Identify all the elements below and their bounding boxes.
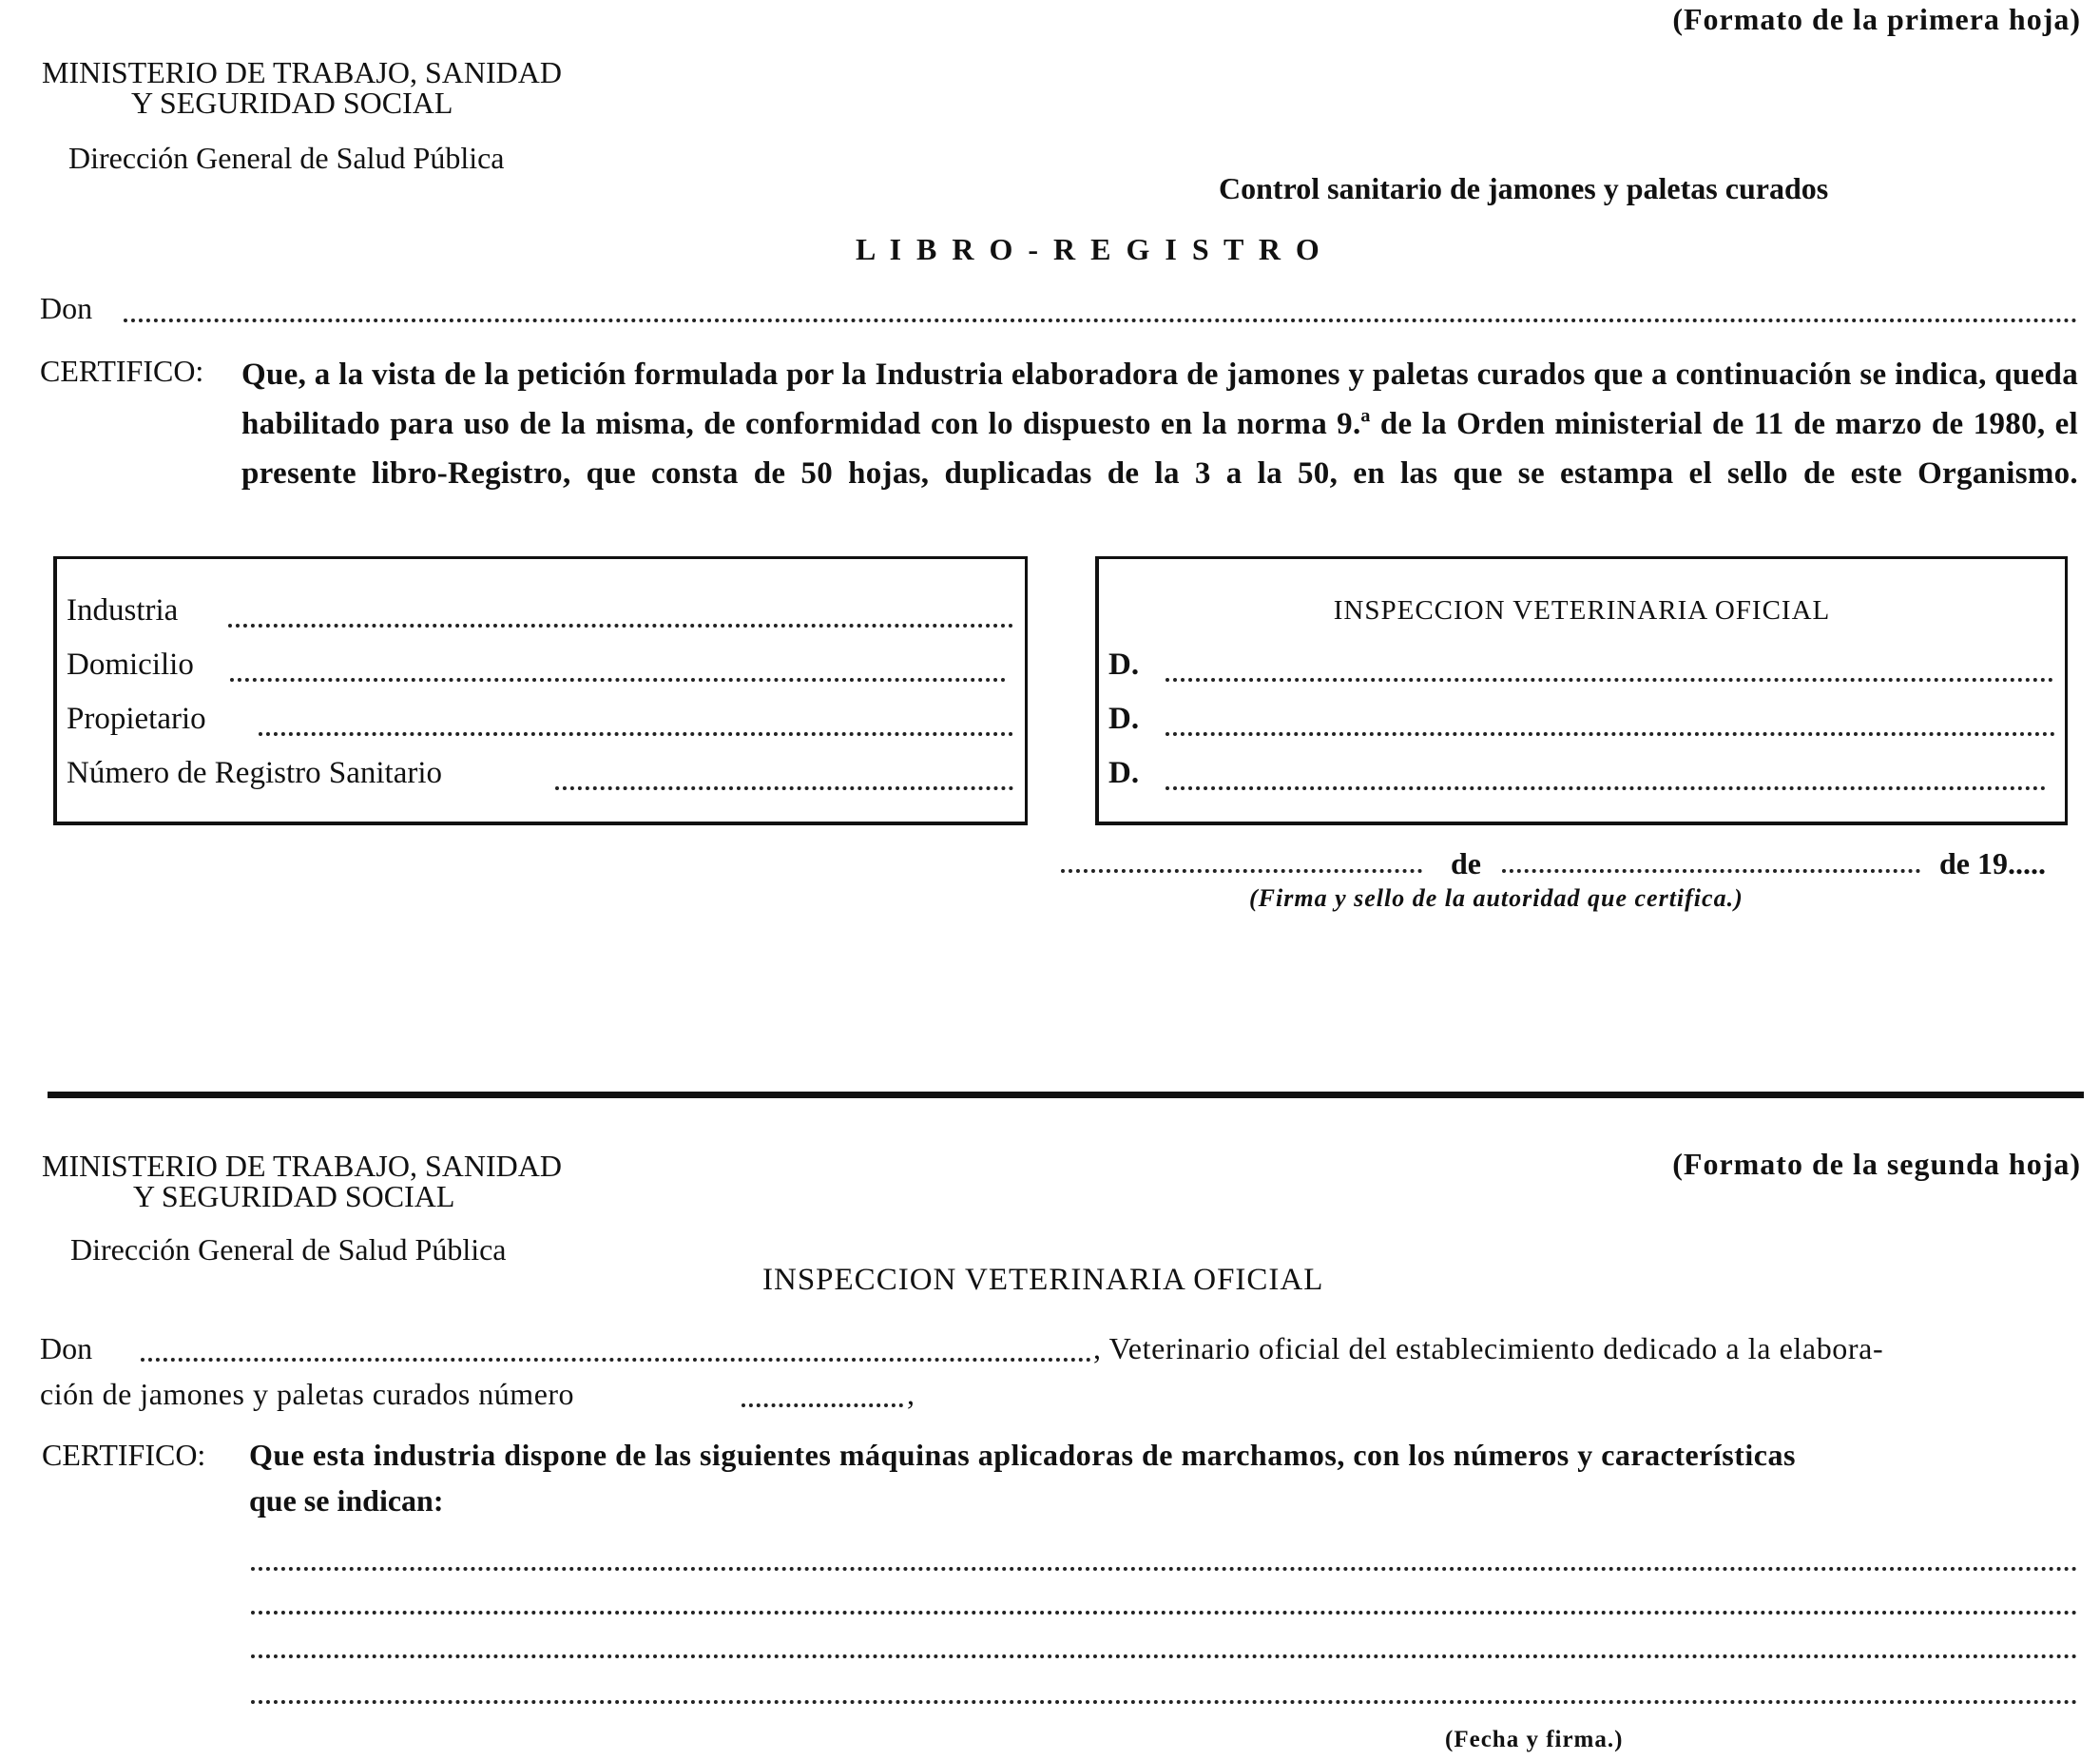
ministry-name-line2: Y SEGURIDAD SOCIAL bbox=[131, 86, 453, 120]
inspector-row-1[interactable] bbox=[1099, 648, 2065, 689]
format-note: (Formato de la primera hoja) bbox=[1672, 2, 2081, 36]
subject-title: Control sanitario de jamones y paletas curados bbox=[1219, 171, 1829, 205]
industry-label: Industria bbox=[67, 593, 185, 629]
ministry-name-line1: MINISTERIO DE TRABAJO, SANIDAD bbox=[42, 55, 562, 89]
registry-number-label: Número de Registro Sanitario bbox=[67, 756, 450, 791]
machine-line-2[interactable] bbox=[251, 1611, 2078, 1615]
section-title: INSPECCION VETERINARIA OFICIAL bbox=[762, 1263, 1324, 1297]
inspector-label-3: D. bbox=[1108, 756, 1146, 791]
establishment-number-blank[interactable] bbox=[742, 1403, 903, 1407]
signature-date-blank[interactable] bbox=[1502, 869, 1920, 873]
industry-box bbox=[53, 556, 1028, 825]
industry-row[interactable] bbox=[57, 593, 1025, 635]
don-text-right: , Veterinario oficial del establecimiento dedicado a la elabora- bbox=[1093, 1331, 1884, 1365]
don-label: Don bbox=[40, 1331, 93, 1365]
don-blank[interactable] bbox=[124, 319, 2078, 322]
machine-line-1[interactable] bbox=[251, 1567, 2078, 1571]
signature-de-2: de 19..... bbox=[1939, 846, 2046, 880]
ministry-name-line1: MINISTERIO DE TRABAJO, SANIDAD bbox=[42, 1149, 562, 1183]
machine-line-4[interactable] bbox=[251, 1700, 2078, 1704]
registry-number-row[interactable] bbox=[57, 756, 1025, 798]
don-label: Don bbox=[40, 291, 93, 325]
certifico-label: CERTIFICO: bbox=[42, 1438, 206, 1472]
format-note: (Formato de la segunda hoja) bbox=[1672, 1147, 2081, 1181]
certifico-text-line1: Que esta industria dispone de las siguientes máquinas aplicadoras de marchamos, con los números y características bbox=[249, 1438, 1796, 1472]
directorate: Dirección General de Salud Pública bbox=[70, 1232, 507, 1267]
certifico-paragraph: Que, a la vista de la petición formulada por la Industria elaboradora de jamones y paletas curados que a continuación se indica, queda habilitado para uso de la misma, de conformidad con lo dispuesto en la norma 9.ª de la Orden ministerial de 11 de marzo de 1980, el presente libro-Registro, que consta de 50 hojas, duplicadas de la 3 a la 50, en las que se estampa el sello de este Organismo. bbox=[241, 358, 2078, 491]
signature-place-blank[interactable] bbox=[1061, 869, 1422, 873]
don-text-line2: ción de jamones y paletas curados número bbox=[40, 1377, 575, 1411]
book-title: L I B R O - R E G I S T R O bbox=[856, 232, 1323, 266]
inspector-row-2[interactable] bbox=[1099, 702, 2065, 744]
don-text-line2-end: , bbox=[907, 1377, 915, 1411]
inspector-row-3[interactable] bbox=[1099, 756, 2065, 798]
date-signature-caption: (Fecha y firma.) bbox=[1445, 1727, 1624, 1752]
certifico-text-line2: que se indican: bbox=[249, 1483, 444, 1518]
domicile-row[interactable] bbox=[57, 648, 1025, 689]
domicile-label: Domicilio bbox=[67, 648, 202, 683]
owner-row[interactable] bbox=[57, 702, 1025, 744]
signature-caption: (Firma y sello de la autoridad que certifica.) bbox=[1249, 884, 1744, 912]
machine-line-3[interactable] bbox=[251, 1654, 2078, 1658]
sheet-separator bbox=[48, 1092, 2084, 1098]
directorate: Dirección General de Salud Pública bbox=[68, 141, 505, 175]
inspector-label-1: D. bbox=[1108, 648, 1146, 683]
inspector-label-2: D. bbox=[1108, 702, 1146, 737]
owner-label: Propietario bbox=[67, 702, 214, 737]
signature-de-1: de bbox=[1451, 846, 1481, 880]
certifico-label: CERTIFICO: bbox=[40, 354, 204, 388]
inspection-box-title: INSPECCION VETERINARIA OFICIAL bbox=[1333, 595, 1831, 626]
inspection-box bbox=[1095, 556, 2068, 825]
veterinarian-name-blank[interactable] bbox=[141, 1358, 1091, 1362]
ministry-name-line2: Y SEGURIDAD SOCIAL bbox=[133, 1179, 455, 1213]
